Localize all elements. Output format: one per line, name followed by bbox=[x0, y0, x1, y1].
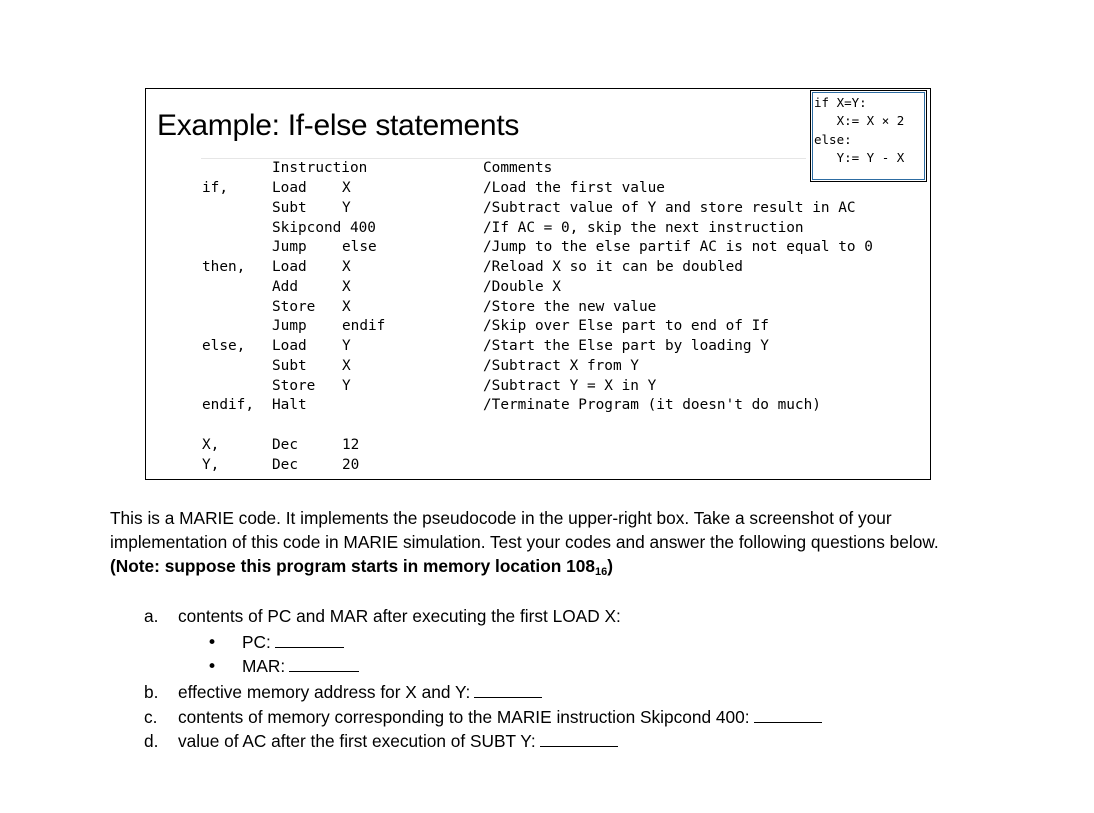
code-row bbox=[146, 437, 926, 457]
code-operation: Skipcond 400 bbox=[272, 219, 376, 236]
code-operand: 12 bbox=[342, 436, 360, 453]
question-a-mar: MAR: bbox=[242, 656, 359, 677]
code-row bbox=[146, 338, 926, 358]
code-operand: Y bbox=[342, 377, 351, 394]
code-label: else, bbox=[202, 338, 246, 354]
code-comment: /Double X bbox=[483, 278, 561, 295]
code-row bbox=[146, 417, 926, 437]
comments-header: Comments bbox=[483, 160, 553, 176]
code-header bbox=[146, 160, 926, 180]
code-label: X, bbox=[202, 436, 220, 453]
example-slide bbox=[145, 88, 931, 480]
code-comment: /Subtract value of Y and store result in AC bbox=[483, 199, 856, 216]
code-row bbox=[146, 457, 926, 477]
d-answer-blank[interactable] bbox=[540, 732, 618, 747]
pseudocode-line: Y:= Y - X bbox=[814, 150, 905, 165]
pseudocode-line: else: bbox=[814, 132, 852, 147]
code-operand: Y bbox=[342, 199, 351, 216]
code-comment: /Reload X so it can be doubled bbox=[483, 259, 743, 275]
code-operation: Subt bbox=[272, 199, 307, 216]
code-comment: /Jump to the else partif AC is not equal to 0 bbox=[483, 239, 873, 256]
code-row bbox=[146, 239, 926, 259]
code-comment: /Skip over Else part to end of If bbox=[483, 318, 769, 335]
pseudocode-line: X:= X × 2 bbox=[814, 113, 905, 128]
task-description bbox=[110, 506, 990, 578]
code-label: if, bbox=[202, 180, 228, 196]
c-answer-blank[interactable] bbox=[754, 708, 822, 723]
code-comment: /Terminate Program (it doesn't do much) bbox=[483, 397, 821, 414]
code-row bbox=[146, 318, 926, 338]
bullet-icon: • bbox=[207, 633, 218, 653]
mar-answer-blank[interactable] bbox=[289, 657, 359, 672]
code-comment: /Subtract Y = X in Y bbox=[483, 377, 657, 394]
code-operation: Store bbox=[272, 377, 316, 394]
code-operation: Store bbox=[272, 298, 316, 315]
question-a-pc: PC: bbox=[242, 632, 344, 653]
code-operation: Add bbox=[272, 278, 298, 295]
code-operation: Load bbox=[272, 338, 307, 354]
code-comment: /If AC = 0, skip the next instruction bbox=[483, 219, 804, 236]
code-label: endif, bbox=[202, 397, 254, 414]
instruction-header: Instruction bbox=[272, 160, 368, 176]
code-operand: X bbox=[342, 357, 351, 374]
code-comment: /Load the first value bbox=[483, 180, 665, 196]
code-operand: else bbox=[342, 239, 377, 256]
code-operation: Load bbox=[272, 259, 307, 275]
code-row bbox=[146, 279, 926, 299]
code-operation: Jump bbox=[272, 318, 307, 335]
code-operand: X bbox=[342, 259, 351, 275]
code-comment: /Start the Else part by loading Y bbox=[483, 338, 769, 354]
code-label: then, bbox=[202, 259, 246, 275]
code-row bbox=[146, 220, 926, 240]
code-operation: Dec bbox=[272, 436, 298, 453]
code-operand: X bbox=[342, 278, 351, 295]
code-comment: /Subtract X from Y bbox=[483, 357, 639, 374]
description-text: This is a MARIE code. It implements the pseudocode in the upper-right box. Take a screenshot of your implementation of this code in MARIE simulation. Test your codes and answer the following questions below. bbox=[110, 508, 939, 552]
code-operand: X bbox=[342, 298, 351, 315]
code-operation: Jump bbox=[272, 239, 307, 256]
code-operand: Y bbox=[342, 338, 351, 354]
note: (Note: suppose this program starts in memory location $108_{16}$) bbox=[110, 556, 613, 578]
code-row bbox=[146, 378, 926, 398]
pc-answer-blank[interactable] bbox=[275, 633, 344, 648]
bullet-icon: • bbox=[207, 657, 218, 677]
code-comment: /Store the new value bbox=[483, 298, 657, 315]
code-row bbox=[146, 259, 926, 279]
code-row bbox=[146, 397, 926, 417]
code-row bbox=[146, 180, 926, 200]
code-label: Y, bbox=[202, 456, 220, 473]
title-divider bbox=[201, 158, 806, 159]
code-row bbox=[146, 299, 926, 319]
code-operand: endif bbox=[342, 318, 386, 335]
code-operation: Dec bbox=[272, 456, 298, 473]
code-operation: Subt bbox=[272, 357, 307, 374]
code-operand: 20 bbox=[342, 456, 360, 473]
code-row bbox=[146, 358, 926, 378]
code-operation: Load bbox=[272, 180, 307, 196]
b-answer-blank[interactable] bbox=[474, 683, 542, 698]
code-row bbox=[146, 200, 926, 220]
code-operation: Halt bbox=[272, 397, 307, 414]
slide-title: Example: If-else statements bbox=[157, 109, 520, 142]
pseudocode-line: if X=Y: bbox=[814, 95, 867, 110]
code-operand: X bbox=[342, 180, 351, 196]
